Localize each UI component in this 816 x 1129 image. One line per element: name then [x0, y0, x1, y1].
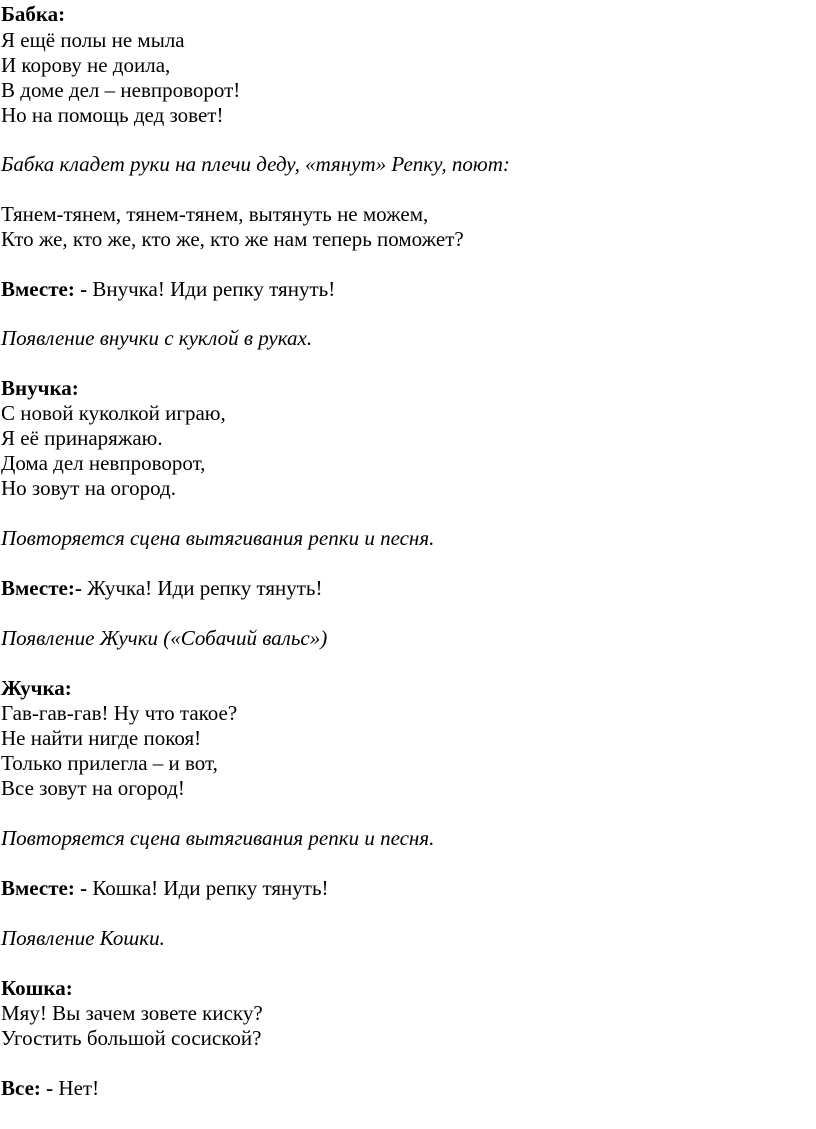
together-label: Все: - — [1, 1076, 54, 1100]
stage-direction: Повторяется сцена вытягивания репки и песня. — [1, 526, 435, 550]
stage-direction: Появление внучки с куклой в руках. — [1, 326, 313, 350]
stage-direction: Появление Жучки («Собачий вальс») — [1, 626, 328, 650]
speaker-label: Бабка: — [1, 2, 66, 26]
verse-line: Все зовут на огород! — [1, 776, 185, 800]
stage-direction: Повторяется сцена вытягивания репки и песня. — [1, 826, 435, 850]
verse-line: Но на помощь дед зовет! — [1, 103, 224, 127]
stage-direction: Бабка кладет руки на плечи деду, «тянут» Репку, поют: — [1, 152, 510, 176]
verse-line: Угостить большой сосиской? — [1, 1026, 262, 1050]
verse-line: Дома дел невпроворот, — [1, 451, 206, 475]
together-text: Внучка! Иди репку тянуть! — [87, 277, 336, 301]
together-label: Вместе: - — [1, 277, 88, 301]
verse-line: Гав-гав-гав! Ну что такое? — [1, 701, 238, 725]
verse-line: Мяу! Вы зачем зовете киску? — [1, 1001, 263, 1025]
verse-line: И корову не доила, — [1, 53, 171, 77]
together-text: Нет! — [53, 1076, 100, 1100]
verse-line: Я ещё полы не мыла — [1, 28, 185, 52]
verse-line: С новой куколкой играю, — [1, 401, 226, 425]
verse-line: Только прилегла – и вот, — [1, 751, 218, 775]
together-text: Жучка! Иди репку тянуть! — [81, 576, 323, 600]
song-line: Тянем-тянем, тянем-тянем, вытянуть не можем, — [1, 202, 429, 226]
song-line: Кто же, кто же, кто же, кто же нам теперь поможет? — [1, 227, 464, 251]
verse-line: Но зовут на огород. — [1, 476, 176, 500]
speaker-label: Жучка: — [1, 676, 72, 700]
together-label: Вместе:- — [1, 576, 82, 600]
together-text: Кошка! Иди репку тянуть! — [87, 876, 329, 900]
together-line — [1, 1076, 99, 1100]
stage-direction: Появление Кошки. — [1, 926, 165, 950]
verse-line: В доме дел – невпроворот! — [1, 78, 241, 102]
speaker-label: Внучка: — [1, 376, 79, 400]
together-label: Вместе: - — [1, 876, 88, 900]
verse-line: Не найти нигде покоя! — [1, 726, 202, 750]
together-line — [1, 876, 329, 900]
speaker-label: Кошка: — [1, 976, 73, 1000]
together-line — [1, 277, 335, 301]
together-line — [1, 576, 323, 600]
verse-line: Я её принаряжаю. — [1, 426, 163, 450]
